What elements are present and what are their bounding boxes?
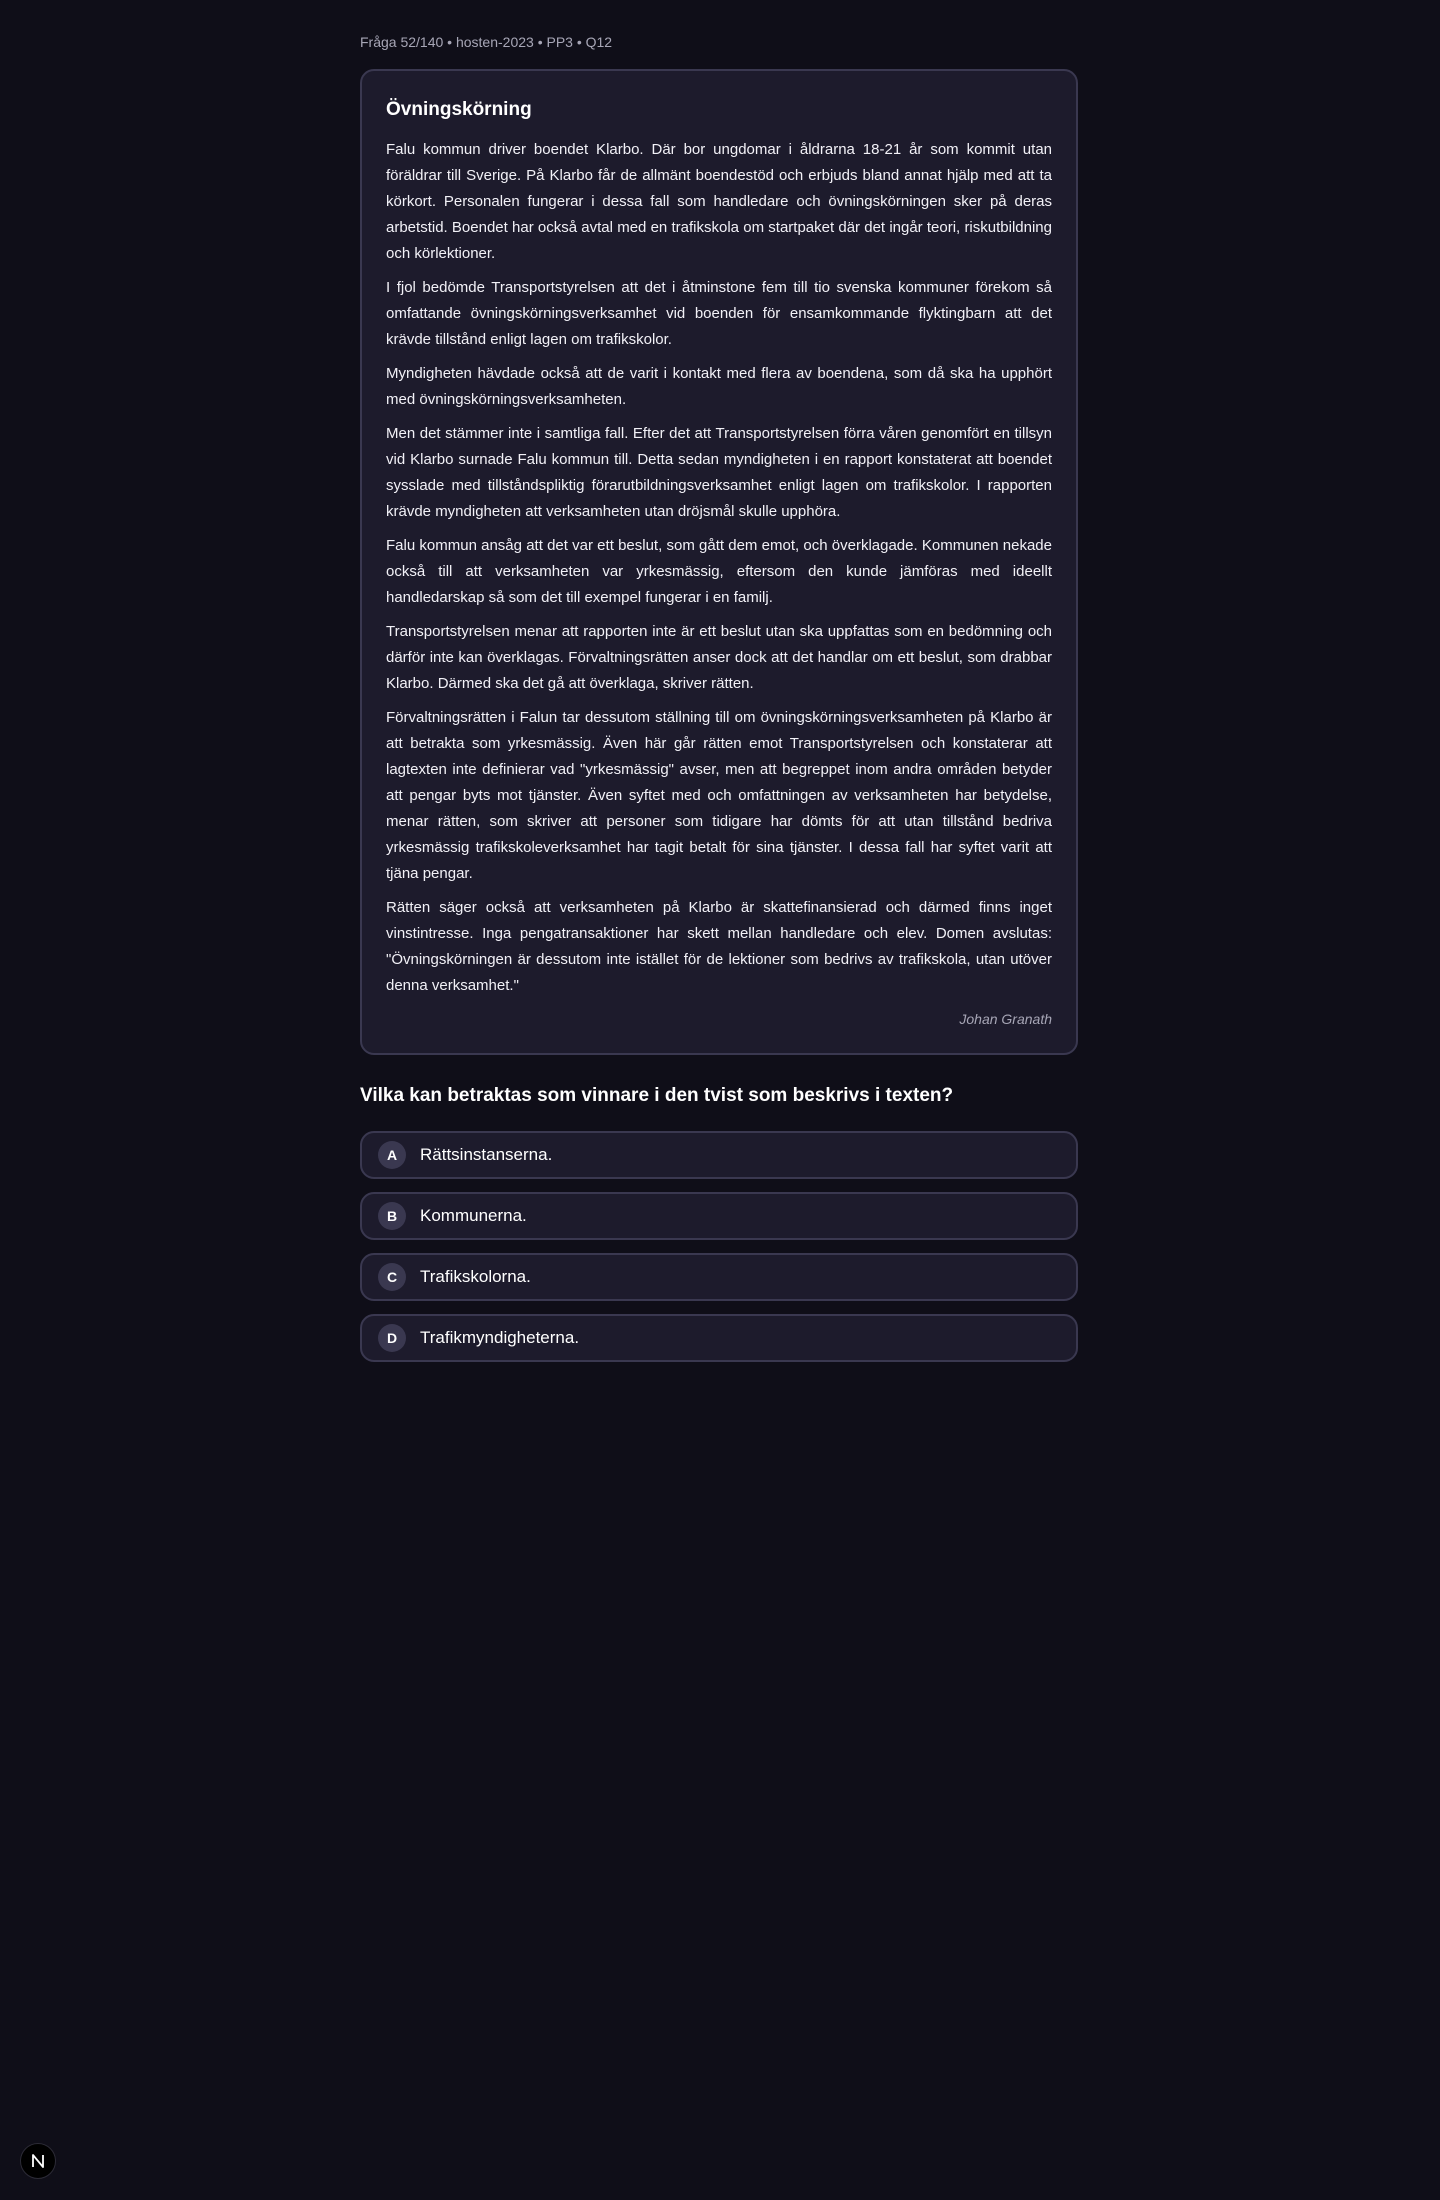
passage-paragraph: Falu kommun driver boendet Klarbo. Där bor ungdomar i åldrarna 18-21 år som kommit utan föräldrar till Sverige. På Klarbo får de allmänt boendestöd och erbjuds bland annat hjälp med att ta körkort. Personalen fungerar i dessa fall som handledare och övningskörningen sker på deras arbetstid. Boendet har också avtal med en trafikskola om startpaket där det ingår teori, riskutbildning och körlektioner.	[386, 141, 1052, 262]
option-text: Kommunerna.	[420, 1206, 527, 1225]
passage-paragraph: I fjol bedömde Transportstyrelsen att det i åtminstone fem till tio svenska kommuner förekom så omfattande övningskörningsverksamhet vid boenden för ensamkommande flyktingbarn att det krävde tillstånd enligt lagen om trafikskolor.	[386, 279, 1052, 348]
quiz-content	[360, 32, 1078, 1375]
option-letter: C	[378, 1263, 406, 1291]
question-meta: Fråga 52/140 • hosten-2023 • PP3 • Q12	[360, 34, 613, 50]
passage-paragraph: Transportstyrelsen menar att rapporten inte är ett beslut utan ska uppfattas som en bedömning och därför inte kan överklagas. Förvaltningsrätten anser dock att det handlar om ett beslut, som drabbar Klarbo. Därmed ska det gå att överklaga, skriver rätten.	[386, 623, 1052, 692]
passage-paragraph: Myndigheten hävdade också att de varit i kontakt med flera av boendena, som då ska ha upphört med övningskörningsverksamheten.	[386, 365, 1052, 408]
passage-paragraph: Falu kommun ansåg att det var ett beslut, som gått dem emot, och överklagade. Kommunen nekade också till att verksamheten var yrkesmässig, eftersom den kunde jämföras med ideellt handledarskap så som det till exempel fungerar i en familj.	[386, 537, 1052, 606]
answer-option-b[interactable]	[360, 1192, 1078, 1240]
option-text: Trafikmyndigheterna.	[420, 1328, 580, 1347]
passage-paragraph: Förvaltningsrätten i Falun tar dessutom ställning till om övningskörningsverksamheten på Klarbo är att betrakta som yrkesmässig. Även här går rätten emot Transportstyrelsen och konstaterar att lagtexten inte definierar vad "yrkesmässig" avser, men att begreppet inom andra områden betyder att pengar byts mot tjänster. Även syftet med och omfattningen av verksamheten har betydelse, menar rätten, som skriver att personer som tidigare har dömts för att utan tillstånd bedriva yrkesmässig trafikskoleverksamhet har tagit betalt för sina tjänster. I dessa fall har syftet varit att tjäna pengar.	[386, 709, 1052, 882]
option-letter: A	[378, 1141, 406, 1169]
answer-option-d[interactable]	[360, 1314, 1078, 1362]
answer-option-c[interactable]	[360, 1253, 1078, 1301]
option-letter: D	[378, 1324, 406, 1352]
answer-option-a[interactable]	[360, 1131, 1078, 1179]
next-logo-icon	[29, 2152, 47, 2170]
passage-title: Övningskörning	[386, 99, 532, 120]
option-text: Trafikskolorna.	[420, 1267, 531, 1286]
next-logo-button[interactable]	[20, 2143, 56, 2179]
passage-body	[386, 137, 1052, 999]
passage-author: Johan Granath	[959, 1011, 1052, 1027]
question-text: Vilka kan betraktas som vinnare i den tvist som beskrivs i texten?	[360, 1085, 954, 1106]
passage-paragraph: Rätten säger också att verksamheten på Klarbo är skattefinansierad och därmed finns inget vinstintresse. Inga pengatransaktioner har skett mellan handledare och elev. Domen avslutas: "Övningskörningen är dessutom inte istället för de lektioner som bedrivs av trafikskola, utan utöver denna verksamhet."	[386, 899, 1052, 994]
passage-paragraph: Men det stämmer inte i samtliga fall. Efter det att Transportstyrelsen förra våren genomfört en tillsyn vid Klarbo surnade Falu kommun till. Detta sedan myndigheten i en rapport konstaterat att boendet sysslade med tillståndspliktig förarutbildningsverksamhet enligt lagen om trafikskolor. I rapporten krävde myndigheten att verksamheten utan dröjsmål skulle upphöra.	[386, 425, 1052, 520]
answer-options	[360, 1131, 1078, 1362]
option-text: Rättsinstanserna.	[420, 1145, 553, 1164]
passage-card	[360, 69, 1078, 1055]
option-letter: B	[378, 1202, 406, 1230]
